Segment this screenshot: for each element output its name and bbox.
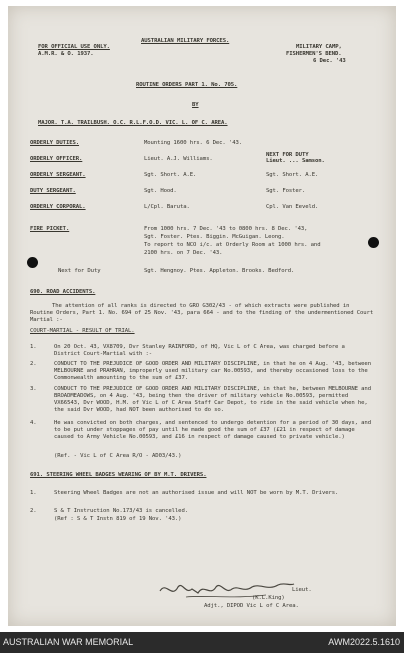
item-text: CONDUCT TO THE PREJUDICE OF GOOD ORDER AND MILITARY DISCIPLINE, in that he on 4 Aug. '43, between MELBOURNE and PRAHRAN, improperly used military car No.00593, and thereby occasioned loss to the Commonwealth amounting to the sum of £37. bbox=[54, 361, 371, 381]
section-heading: 690. ROAD ACCIDENTS. bbox=[30, 289, 96, 295]
duty-label: ORDERLY CORPORAL. bbox=[30, 204, 86, 210]
duty-value: L/Cpl. Baruta. bbox=[144, 204, 190, 210]
signatory-rank: Lieut. bbox=[292, 587, 312, 593]
accession-number: AWM2022.5.1610 bbox=[328, 637, 400, 647]
punch-hole bbox=[27, 257, 38, 268]
camp-label: MILITARY CAMP, bbox=[296, 44, 342, 50]
item-number: 3. bbox=[30, 386, 37, 392]
section-heading: 691. STEERING WHEEL BADGES WEARING OF BY M.T. DRIVERS. bbox=[30, 472, 207, 478]
item-text: CONDUCT TO THE PREJUDICE OF GOOD ORDER AND MILITARY DISCIPLINE, in that he, between MELBOURNE and BROADMEADOWS, on 4 Aug. '43, being then the driver of military vehicle No.00593, permitted VX66543, Dvr WOOD, H.M. of Vic L of C Area Staff Car Depot, to ride in the said vehicle when he, the said Dvr WOOD, had NOT been authorised to do so. bbox=[54, 386, 371, 413]
fire-picket-line: To report to NCO i/c. at Orderly Room at 1000 hrs. and bbox=[144, 242, 321, 248]
next-for-duty-label: Next for Duty bbox=[58, 268, 101, 274]
location-label: FISHERMEN'S BEND. bbox=[286, 51, 342, 57]
duty-value: Sgt. Short. A.E. bbox=[144, 172, 197, 178]
item-text: S & T Instruction No.173/43 is cancelled. bbox=[54, 508, 188, 514]
next-for-duty-value: Sgt. Foster. bbox=[266, 188, 306, 194]
official-use-label: FOR OFFICIAL USE ONLY. bbox=[38, 44, 110, 50]
item-number: 2. bbox=[30, 508, 37, 514]
signatory-name: (K.L.King) bbox=[252, 595, 285, 601]
item-number: 1. bbox=[30, 344, 37, 350]
item-number: 4. bbox=[30, 420, 37, 426]
section-paragraph: The attention of all ranks is directed to GRO G302/43 - of which extracts were published in Routine Orders, Part 1. No. 694 of 25 Nov. '43, para 664 - and to the finding of the undermentioned Court Martial :- bbox=[30, 303, 374, 323]
duty-label: ORDERLY SERGEANT. bbox=[30, 172, 86, 178]
archive-footer bbox=[0, 632, 404, 653]
duty-label: ORDERLY DUTIES. bbox=[30, 140, 80, 146]
duty-value: Lieut. A.J. Williams. bbox=[144, 156, 213, 162]
duty-value: Sgt. Hood. bbox=[144, 188, 177, 194]
orders-title: ROUTINE ORDERS PART 1. No. 705. bbox=[136, 82, 238, 88]
duty-value: Mounting 1600 hrs. 6 Dec. '43. bbox=[144, 140, 243, 146]
item-number: 1. bbox=[30, 490, 37, 496]
next-for-duty-value: Sgt. Short. A.E. bbox=[266, 172, 319, 178]
by-label: BY bbox=[192, 102, 199, 108]
punch-hole bbox=[368, 237, 379, 248]
item-text: He was convicted on both charges, and sentenced to undergo detention for a period of 30 days, and to be put under stoppages of pay until he made good the sum of £37 (£21 in respect of damage caused to Army Vehicle No.00593, and £16 in respect of damage caused to private vehicle.) bbox=[54, 420, 371, 440]
item-text: On 20 Oct. 43, VX8709, Dvr Stanley RAINFORD, of HQ, Vic L of C Area, was charged before a District Court-Martial with :- bbox=[54, 344, 345, 357]
forces-heading: AUSTRALIAN MILITARY FORCES. bbox=[141, 38, 230, 44]
fire-picket-line: From 1000 hrs. 7 Dec. '43 to 0800 hrs. 8 Dec. '43, bbox=[144, 226, 308, 232]
date-label: 6 Dec. '43 bbox=[313, 58, 346, 64]
reference-line: (Ref. - Vic L of C Area R/O - AD03/43.) bbox=[54, 453, 182, 459]
fire-picket-line: 2100 hrs. on 7 Dec. '43. bbox=[144, 250, 223, 256]
court-martial-subheading: COURT-MARTIAL - RESULT OF TRIAL. bbox=[30, 328, 135, 334]
fire-picket-line: Sgt. Foster. Ptes. Biggin. McGuigan. Leong. bbox=[144, 234, 285, 240]
regulation-ref: A.M.R. & O. 1937. bbox=[38, 51, 94, 57]
next-for-duty-value: NEXT FOR DUTY Lieut. ... Samson. bbox=[266, 152, 325, 164]
next-for-duty-value: Sgt. Hengnoy. Ptes. Appleton. Brooks. Bedford. bbox=[144, 268, 295, 274]
duty-label: ORDERLY OFFICER. bbox=[30, 156, 83, 162]
signatory-title: Adjt., DIPOD Vic L of C Area. bbox=[204, 603, 299, 609]
item-text: Steering Wheel Badges are not an authorised issue and will NOT be worn by M.T. Drivers. bbox=[54, 490, 339, 496]
fire-picket-label: FIRE PICKET. bbox=[30, 226, 70, 232]
archive-name: AUSTRALIAN WAR MEMORIAL bbox=[3, 637, 134, 647]
next-for-duty-value: Cpl. Van Eeveld. bbox=[266, 204, 319, 210]
document-page bbox=[8, 6, 396, 626]
commander-line: MAJOR. T.A. TRAILBUSH. O.C. R.L.F.O.D. VIC. L. OF C. AREA. bbox=[38, 120, 228, 126]
item-number: 2. bbox=[30, 361, 37, 367]
reference-line: (Ref : S & T Instn 819 of 19 Nov. '43.) bbox=[54, 516, 182, 522]
duty-label: DUTY SERGEANT. bbox=[30, 188, 76, 194]
